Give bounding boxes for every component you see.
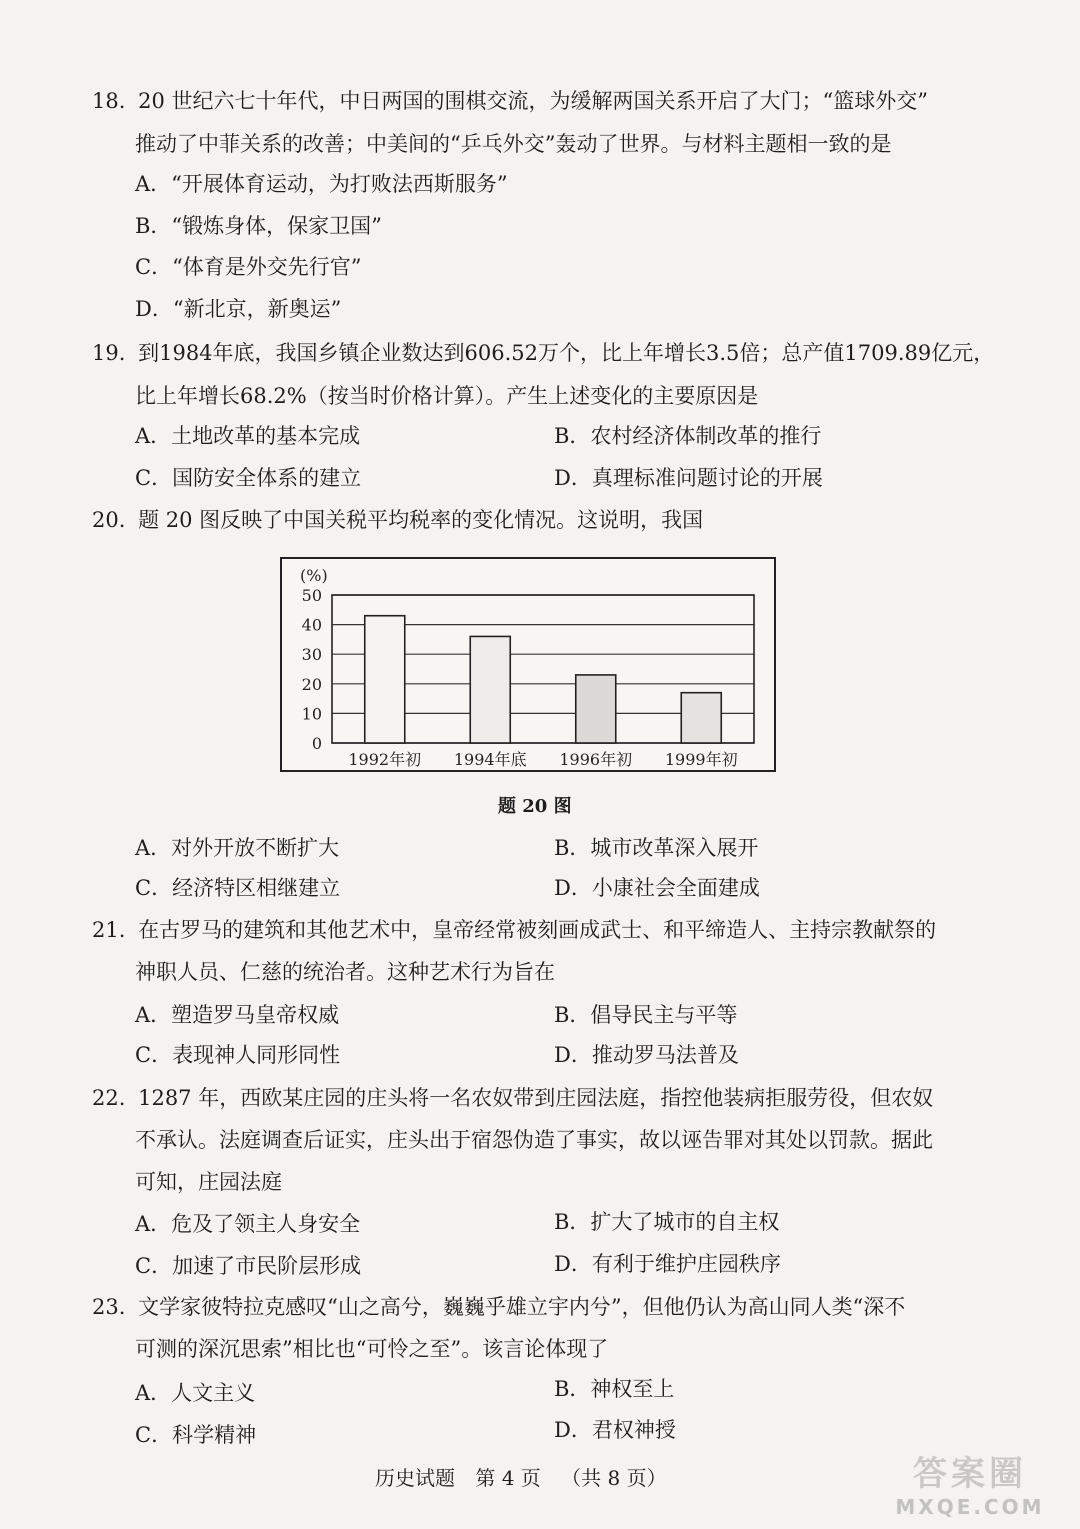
- bar-1999年初: [681, 693, 721, 743]
- question-22-option-c: C．加速了市民阶层形成: [135, 1254, 362, 1278]
- question-20-option-c: C．经济特区相继建立: [135, 876, 341, 900]
- question-20-option-a: A．对外开放不断扩大: [135, 836, 340, 860]
- y-tick-label: 20: [301, 674, 322, 694]
- y-axis-unit-label: (%): [300, 566, 328, 585]
- question-number: 18.: [92, 89, 126, 113]
- question-19-line-1: 19. 到1984年底，我国乡镇企业数达到606.52万个，比上年增长3.5倍；总产值1709.89亿元，: [92, 341, 995, 365]
- question-22-option-a: A．危及了领主人身安全: [135, 1212, 361, 1236]
- watermark-logo: [880, 1446, 1060, 1526]
- question-number: 22.: [92, 1086, 126, 1110]
- question-22-line-3: 可知，庄园法庭: [135, 1170, 282, 1194]
- x-category-label: 1992年初: [348, 750, 422, 769]
- question-19-option-d: D．真理标准问题讨论的开展: [554, 466, 823, 490]
- tariff-bar-chart: [282, 559, 774, 770]
- bar-1996年初: [576, 675, 616, 743]
- page-footer: [375, 1462, 681, 1491]
- question-number: 20.: [92, 508, 126, 532]
- x-category-label: 1994年底: [453, 750, 527, 769]
- question-18-option-b: B．“锻炼身体，保家卫国”: [135, 214, 382, 238]
- question-number: 21.: [92, 918, 126, 942]
- question-23-option-b: B．神权至上: [554, 1377, 675, 1401]
- tariff-chart-frame: [280, 557, 776, 772]
- question-18-line-1: 18. 20 世纪六七十年代，中日两国的围棋交流，为缓解两国关系开启了大门；“篮球外交”: [92, 89, 928, 113]
- question-22-line-1: 22. 1287 年，西欧某庄园的庄头将一名农奴带到庄园法庭，指控他装病拒服劳役，但农奴: [92, 1086, 934, 1110]
- question-21-line-2: 神职人员、仁慈的统治者。这种艺术行为旨在: [135, 960, 555, 984]
- bar-1994年底: [470, 636, 510, 743]
- question-23-option-d: D．君权神授: [554, 1418, 676, 1442]
- figure-caption: 题 20 图: [498, 796, 572, 817]
- question-18-option-d: D．“新北京，新奥运”: [135, 297, 342, 321]
- y-tick-label: 40: [301, 615, 322, 635]
- question-21-option-b: B．倡导民主与平等: [554, 1003, 738, 1027]
- question-23-line-1: 23. 文学家彼特拉克感叹“山之高兮，巍巍乎雄立宇内兮”，但他仍认为高山同人类“深不: [92, 1295, 906, 1319]
- question-20-option-d: D．小康社会全面建成: [554, 876, 760, 900]
- footer-subject: 历史试题: [375, 1466, 455, 1490]
- y-tick-label: 30: [301, 645, 322, 665]
- question-23-option-a: A．人文主义: [135, 1381, 256, 1405]
- question-19-line-2: 比上年增长68.2%（按当时价格计算）。产生上述变化的主要原因是: [135, 384, 759, 408]
- question-number: 19.: [92, 341, 126, 365]
- question-18-option-c: C．“体育是外交先行官”: [135, 255, 362, 279]
- question-21-option-a: A．塑造罗马皇帝权威: [135, 1003, 340, 1027]
- question-22-line-2: 不承认。法庭调查后证实，庄头出于宿怨伪造了事实，故以诬告罪对其处以罚款。据此: [135, 1128, 933, 1152]
- question-20-option-b: B．城市改革深入展开: [554, 836, 759, 860]
- question-18-line-2: 推动了中菲关系的改善；中美间的“乒乓外交”轰动了世界。与材料主题相一致的是: [135, 132, 892, 156]
- y-tick-label: 50: [301, 586, 322, 605]
- question-21-line-1: 21. 在古罗马的建筑和其他艺术中，皇帝经常被刻画成武士、和平缔造人、主持宗教献祭的: [92, 918, 937, 942]
- question-22-option-d: D．有利于维护庄园秩序: [554, 1252, 781, 1276]
- question-20-line-1: 20. 题 20 图反映了中国关税平均税率的变化情况。这说明，我国: [92, 508, 704, 532]
- question-22-option-b: B．扩大了城市的自主权: [554, 1210, 780, 1234]
- footer-total: （共 8 页）: [561, 1466, 667, 1490]
- footer-page: 第 4 页: [475, 1466, 541, 1490]
- y-tick-label: 0: [311, 734, 322, 753]
- question-21-option-c: C．表现神人同形同性: [135, 1043, 341, 1067]
- question-23-option-c: C．科学精神: [135, 1423, 257, 1447]
- y-tick-label: 10: [301, 704, 322, 724]
- question-23-line-2: 可测的深沉思索”相比也“可怜之至”。该言论体现了: [135, 1337, 609, 1361]
- question-19-option-a: A．土地改革的基本完成: [135, 424, 361, 448]
- x-category-label: 1999年初: [664, 750, 738, 769]
- x-category-label: 1996年初: [559, 750, 633, 769]
- watermark-url: MXQE.COM: [895, 1495, 1045, 1519]
- question-19-option-b: B．农村经济体制改革的推行: [554, 424, 822, 448]
- question-21-option-d: D．推动罗马法普及: [554, 1043, 739, 1067]
- watermark-text: 答案圈: [913, 1454, 1027, 1494]
- question-18-option-a: A．“开展体育运动，为打败法西斯服务”: [135, 172, 508, 196]
- bar-1992年初: [365, 616, 405, 743]
- question-number: 23.: [92, 1295, 126, 1319]
- question-19-option-c: C．国防安全体系的建立: [135, 466, 362, 490]
